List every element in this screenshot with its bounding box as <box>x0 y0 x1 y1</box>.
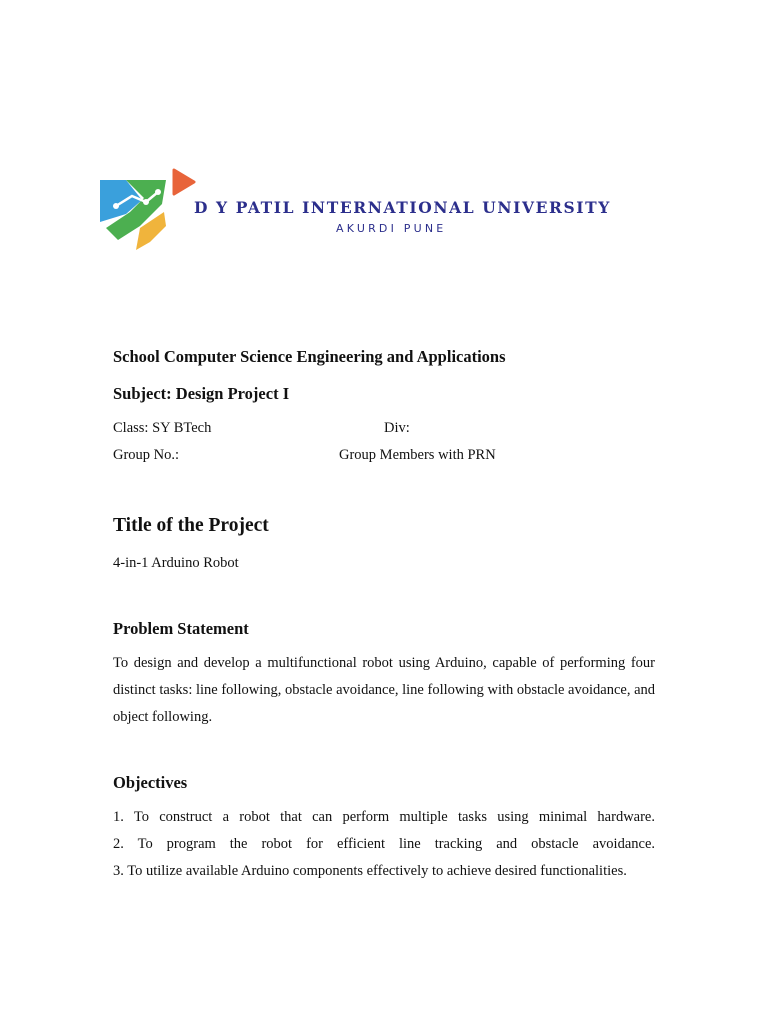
logo-dot <box>155 189 161 195</box>
logo-orange-triangle <box>174 170 194 194</box>
logo-dot <box>113 203 119 209</box>
group-members-label: Group Members with PRN <box>339 447 496 463</box>
logo-dot <box>143 199 149 205</box>
group-label: Group No.: <box>113 447 180 463</box>
subject-heading: Subject: Design Project I <box>113 384 290 403</box>
class-label: Class: SY BTech <box>113 420 212 436</box>
university-location: AKURDI PUNE <box>336 222 447 235</box>
div-label: Div: <box>384 420 410 436</box>
project-title-heading: Title of the Project <box>113 515 269 536</box>
objectives-list <box>113 804 655 885</box>
objective-item: 3. To utilize available Arduino components effectively to achieve desired functionalities. <box>113 863 627 879</box>
problem-statement-text: To design and develop a multifunctional robot using Arduino, capable of performing four distinct tasks: line following, obstacle avoidance, line following with obstacle avoidance, and object following. <box>113 655 656 725</box>
problem-statement-heading: Problem Statement <box>113 619 249 638</box>
objective-item: 2. To program the robot for efficient line tracking and obstacle avoidance. <box>113 836 655 852</box>
objectives-heading: Objectives <box>113 773 188 792</box>
university-name: D Y PATIL INTERNATIONAL UNIVERSITY <box>194 198 611 217</box>
university-logo <box>96 166 206 250</box>
objective-item: 1. To construct a robot that can perform multiple tasks using minimal hardware. <box>113 809 655 825</box>
university-banner <box>80 158 680 254</box>
project-title: 4-in-1 Arduino Robot <box>113 555 239 571</box>
school-heading: School Computer Science Engineering and Applications <box>113 347 506 366</box>
